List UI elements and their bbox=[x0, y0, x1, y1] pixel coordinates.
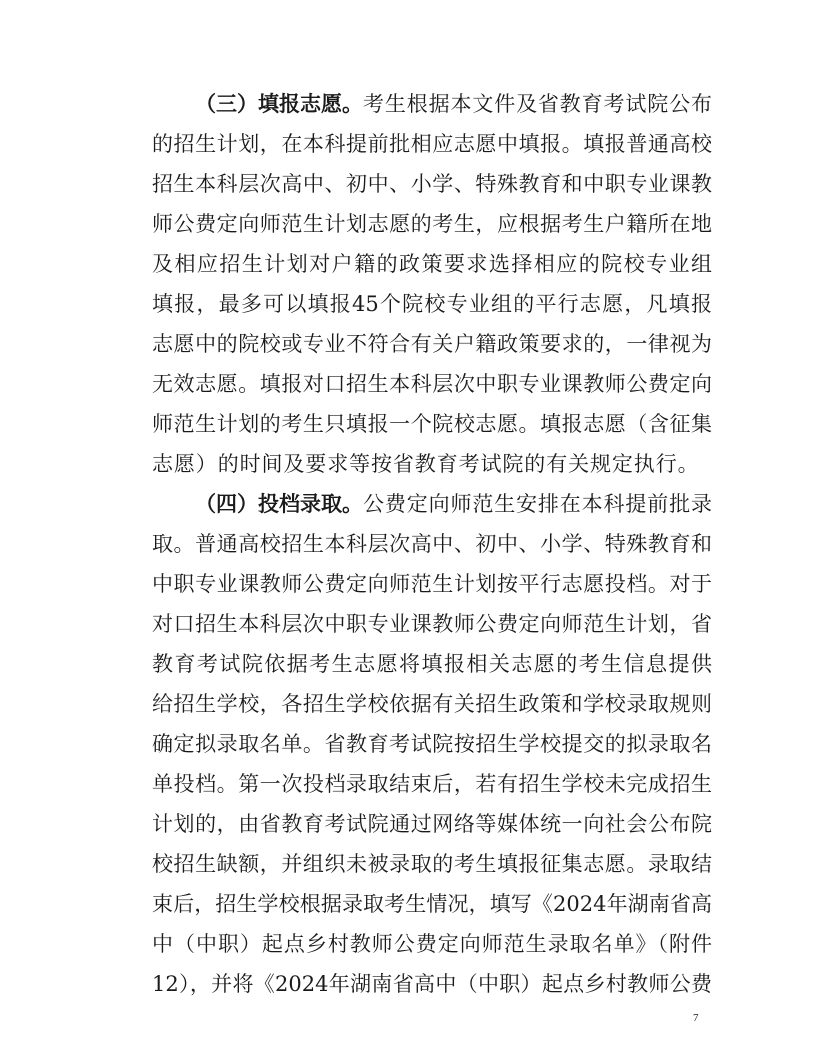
section3-line-10 bbox=[152, 444, 712, 484]
section3-heading: （三）填报志愿。 bbox=[195, 91, 363, 116]
section3-line-7 bbox=[152, 324, 712, 364]
section4-text-3: 中职专业课教师公费定向师范生计划按平行志愿投档。对于 bbox=[152, 572, 712, 596]
section3-line-1 bbox=[195, 84, 712, 124]
section4-text-11: 束后，招生学校根据录取考生情况，填写《2024年湖南省高 bbox=[152, 892, 712, 916]
page-number: 7 bbox=[693, 1012, 699, 1024]
section3-line-2 bbox=[152, 124, 712, 164]
section4-text-9: 计划的，由省教育考试院通过网络等媒体统一向社会公布院 bbox=[152, 812, 712, 836]
section4-text-10: 校招生缺额，并组织未被录取的考生填报征集志愿。录取结 bbox=[152, 852, 712, 876]
section4-text-1: 公费定向师范生安排在本科提前批录 bbox=[363, 492, 712, 516]
section3-line-6 bbox=[152, 284, 712, 324]
section3-line-3 bbox=[152, 164, 712, 204]
section4-text-6: 给招生学校，各招生学校依据有关招生政策和学校录取规则 bbox=[152, 692, 712, 716]
section4-line-3 bbox=[152, 564, 712, 604]
section4-line-9 bbox=[152, 804, 712, 844]
section3-line-8 bbox=[152, 364, 712, 404]
section3-text-1: 考生根据本文件及省教育考试院公布 bbox=[363, 92, 712, 116]
section3-text-9: 师范生计划的考生只填报一个院校志愿。填报志愿（含征集 bbox=[152, 412, 712, 436]
section3-text-8: 无效志愿。填报对口招生本科层次中职专业课教师公费定向 bbox=[152, 372, 712, 396]
section4-line-6 bbox=[152, 684, 712, 724]
section4-text-2: 取。普通高校招生本科层次高中、初中、小学、特殊教育和 bbox=[152, 532, 712, 556]
section3-text-10: 志愿）的时间及要求等按省教育考试院的有关规定执行。 bbox=[152, 452, 700, 476]
section3-line-4 bbox=[152, 204, 712, 244]
section4-line-8 bbox=[152, 764, 712, 804]
section4-text-12: 中（中职）起点乡村教师公费定向师范生录取名单》（附件 bbox=[152, 932, 712, 956]
section4-line-11 bbox=[152, 884, 712, 924]
section4-text-13: 12），并将《2024年湖南省高中（中职）起点乡村教师公费 bbox=[152, 972, 712, 996]
section4-line-10 bbox=[152, 844, 712, 884]
section4-line-13 bbox=[152, 964, 712, 1004]
section3-text-4: 师公费定向师范生计划志愿的考生，应根据考生户籍所在地 bbox=[152, 212, 712, 236]
section3-text-6: 填报，最多可以填报45个院校专业组的平行志愿，凡填报 bbox=[152, 292, 712, 316]
section3-line-9 bbox=[152, 404, 712, 444]
section4-line-5 bbox=[152, 644, 712, 684]
section3-text-3: 招生本科层次高中、初中、小学、特殊教育和中职专业课教 bbox=[152, 172, 712, 196]
section4-text-4: 对口招生本科层次中职专业课教师公费定向师范生计划，省 bbox=[152, 612, 712, 636]
section3-text-2: 的招生计划，在本科提前批相应志愿中填报。填报普通高校 bbox=[152, 132, 712, 156]
section3-line-5 bbox=[152, 244, 712, 284]
section4-line-2 bbox=[152, 524, 712, 564]
section4-line-4 bbox=[152, 604, 712, 644]
section4-text-5: 教育考试院依据考生志愿将填报相关志愿的考生信息提供 bbox=[152, 652, 712, 676]
section3-text-5: 及相应招生计划对户籍的政策要求选择相应的院校专业组 bbox=[152, 252, 712, 276]
section4-text-8: 单投档。第一次投档录取结束后，若有招生学校未完成招生 bbox=[152, 772, 712, 796]
section4-line-12 bbox=[152, 924, 712, 964]
section4-heading: （四）投档录取。 bbox=[195, 491, 363, 516]
section3-text-7: 志愿中的院校或专业不符合有关户籍政策要求的，一律视为 bbox=[152, 332, 712, 356]
section4-line-1 bbox=[195, 484, 712, 524]
section4-line-7 bbox=[152, 724, 712, 764]
section4-text-7: 确定拟录取名单。省教育考试院按招生学校提交的拟录取名 bbox=[152, 732, 712, 756]
